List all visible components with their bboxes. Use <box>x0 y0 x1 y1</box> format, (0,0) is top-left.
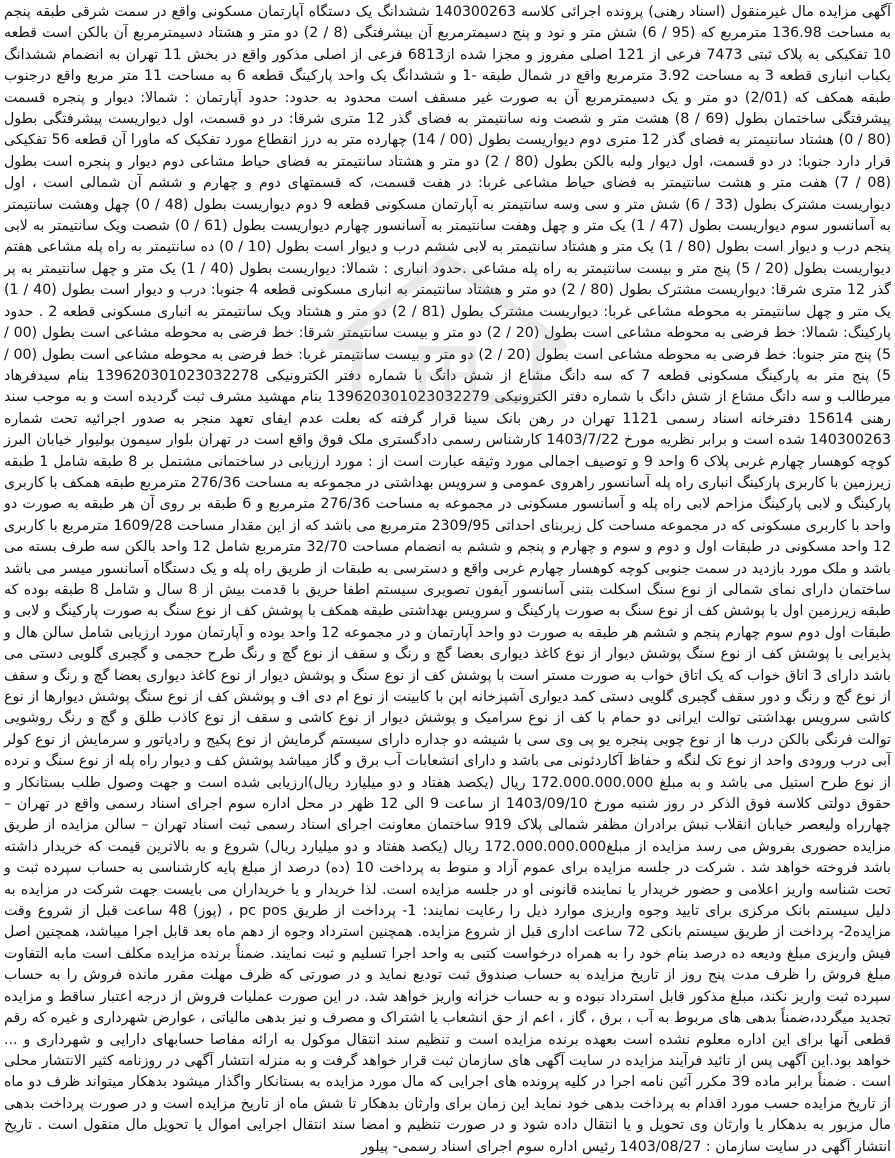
auction-notice-body: آگهی مزایده مال غیرمنقول (اسناد رهنی) پرونده اجرائی کلاسه 140300263 ششدانگ یک دستگاه آپارتمان مسکونی واقع در سمت شرقی طبقه پنجم به مساحت 136.98 مترمربع که (95 / 6) شش متر و نود و پنج دسیمترمربع آن بیشرفتگی (8 / 2) دو متر و هشتاد دسیمترمربع آن بالکن است قطعه 10 تفکیکی به پلاک ثبتی 7473 فرعی از 121 اصلی مفروز و مجزا شده از6813 فرعی از اصلی مذکور واقع در بخش 11 تهران به انضمام ششدانگ یکباب انباری قطعه 3 به مساحت 3.92 مترمربع واقع در شمال طبقه -1 و ششدانگ یک واحد پارکینگ قطعه 6 به مساحت 11 متر مربع واقع درجنوب طبقه همکف که (2/01) دو متر و یک دسیمترمربع آن به صورت غیر مسقف است محدود به حدود: حدود آپارتمان : شمالا: دیوار و پنجره قسمت پیشرفتگی ساختمان بطول (69 / 8) هشت متر و شصت ونه سانتیمتر به فضای گذر 12 متری شرقا: در دو قسمت، اول دیواریست پیشرفتگی بطول (80 / 0) هشتاد سانتیمتر به فضای گذر 12 متری دوم دیواریست بطول (00 / 14) چهارده متر به درز انقطاع مورد تفکیک که ماورا آن قطعه 56 تفکیکی قرار دارد جنوبا: در دو قسمت، اول دیوار ولبه بالکن بطول (80 / 2) دو متر و هشتاد سانتیمتر به فضای حیاط مشاعی دوم دیوار و پنجره است بطول (08 / 7) هفت متر و هشت سانتیمتر به فضای حیاط مشاعی غربا: در هفت قسمت، که قسمتهای دوم و چهارم و ششم آن شمالی است ، اول دیواریست مشترک بطول (33 / 6) شش متر و سی وسه سانتیمتر به آپارتمان مسکونی قطعه 9 دوم دیواریست بطول (48 / 0) چهل وهشت سانتیمتر به آسانسور سوم دیواریست بطول (47 / 1) یک متر و چهل وهفت سانتیمتر به آسانسور چهارم دیواریست بطول (61 / 0) شصت ویک سانتیمتر به لابی پنجم درب و دیوار است بطول (80 / 1) یک متر و هشتاد سانتیمتر به لابی ششم درب و دیوار است بطول (10 / 0) ده سانتیمتر به راه پله مشاعی هفتم دیواریست بطول (20 / 5) پنج متر و بیست سانتیمتر به راه پله مشاعی .حدود انباری : شمالا: دیواریست بطول (40 / 1) یک متر و چهل سانتیمتر به پر گذر 12 متری شرقا: دیواریست مشترک بطول (80 / 2) دو متر و هشتاد سانتیمتر به انباری مسکونی قطعه 4 جنوبا: درب و دیوار است بطول (40 / 1) یک متر و چهل سانتیمتر به محوطه مشاعی غربا: دیواریست مشترک بطول (81 / 2) دو متر و هشتاد ویک سانتیمتر به انباری مسکونی قطعه 2 . حدود پارکینگ: شمالا: خط فرضی به محوطه مشاعی است بطول (20 / 2) دو متر و بیست سانتیمتر شرقا: خط فرضی به محوطه مشاعی است بطول (00 / 5) پنج متر جنوبا: خط فرضی به محوطه مشاعی است بطول (20 / 2) دو متر و بیست سانتیمتر غربا: خط فرضی به محوطه مشاعی است بطول (00 / 5) پنج متر به پارکینگ مسکونی قطعه 7 که سه دانگ مشاع از شش دانگ با شماره دفتر الکترونیکی 139620301023032278 بنام سیدفرهاد میرطالب و سه دانگ مشاع از شش دانگ با شماره دفتر الکترونیکی 139620301023032279 بنام مهشید مشرف ثبت گردیده است و به موجب سند رهنی 15614 دفترخانه اسناد رسمی 1121 تهران در رهن بانک سینا قرار گرفته که بعلت عدم ایفای تعهد منجر به صدور اجرائیه تحت شماره 140300263 شده است و برابر نظریه مورخ 1403/7/22 کارشناس رسمی دادگستری ملک فوق واقع است در تهران بلوار سیمون بولیوار خیابان البرز کوچه کوهسار چهارم غربی پلاک 6 واحد 9 و توصیف اجمالی مورد وثیقه عبارت است از : مورد ارزیابی در ساختمانی مشتمل بر 8 طبقه شامل 1 طبقه زیرزمین با کاربری پارکینگ انباری راه پله آسانسور راهروی عمومی و سرویس بهداشتی در مجموعه به مساحت 276/36 مترمربع طبقه همکف با کاربری پارکینگ و لابی پارکینگ مزاحم لابی راه پله و آسانسور مسکونی در مجموعه به مساحت 276/36 مترمربع و 6 طبقه بر روی آن هر طبقه به صورت دو واحد با کاربری مسکونی که در مجموعه مساحت کل زیربنای احداثی 2309/95 مترمربع می باشد که از این مقدار مساحت 1609/28 مترمربع با کاربری 12 واحد مسکونی در طبقات اول و دوم و سوم و چهارم و پنجم و ششم به انضمام مساحت 32/70 مترمربع شامل 12 واحد بالکن سه طرف بسته می باشد و ملک مورد بازدید در سمت جنوبی کوچه کوهسار چهارم غربی واقع و دسترسی به طبقات از طریق راه پله و یک دستگاه آسانسور میسر می باشد ساختمان دارای نمای شمالی از نوع سنگ اسکلت بتنی آسانسور آیفون تصویری سیستم اطفا حریق با قدمت بیش از 8 سال و شامل 8 طبقه بوده که طبقه زیرزمین اول با پوشش کف از نوع سنگ به صورت پارکینگ و سرویس بهداشتی طبقه همکف با پوشش کف از نوع سنگ به صورت پارکینگ و لابی و طبقات اول دوم سوم چهارم پنجم و ششم هر طبقه به صورت دو واحد آپارتمان و در مجموعه 12 واحد بوده و آپارتمان مورد ارزیابی شامل سالن هال و پذیرایی با پوشش کف از نوع سنگ پوشش دیوار از نوع کاغذ دیواری بعضا گچ و رنگ و سقف از نوع گچ و رنگ طرح حجمی و گچبری گلویی دستی می باشد دارای 3 اتاق خواب که یک اتاق خواب به صورت مستر است با پوشش کف از نوع سنگ و پوشش دیوار از نوع کاغذ دیواری بعضا گچ و رنگ و سقف از نوع گچ و رنگ و دور سقف گچبری گلویی دستی کمد دیواری آشپزخانه اپن با کابینت از نوع ام دی اف و پوشش کف از نوع سنگ پوشش دیوارها از نوع کاشی سرویس بهداشتی توالت ایرانی دو حمام با کف از نوع سرامیک و پوشش دیوار از نوع کاشی و سقف از نوع کاذب طلق و گچ و رنگ روشویی توالت فرنگی بالکن درب ها از نوع چوبی پنجره یو پی وی سی با شیشه دو جداره دارای سیستم گرمایش از نوع پکیج و رادیاتور و سرمایش از نوع کولر آبی درب ورودی واحد از نوع تک لنگه و حفاظ آکاردئونی می باشد و دارای انشعابات آب برق و گاز میباشد پوشش کف و دیوار راه پله از نوع سنگ و نرده از نوع طرح استیل می باشد و به مبلغ 172.000.000.000 ریال (یکصد هفتاد و دو میلیارد ریال)ارزیابی شده است و جهت وصول طلب بستانکار و حقوق دولتی کلاسه فوق الذکر در روز شنبه مورخ 1403/09/10 از ساعت 9 الی 12 ظهر در محل اداره سوم اجرای اسناد رسمی واقع در تهران – چهارراه ولیعصر خیابان انقلاب نبش برادران مظفر شمالی پلاک 919 ساختمان معاونت اجرای اسناد رسمی ثبت اسناد تهران – سالن مزایده از طریق مزایده حضوری بفروش می رسد مزایده از مبلغ172.000.000.000 ریال (یکصد هفتاد و دو میلیارد ریال) شروع و به بالاترین قیمت که خریدار داشته باشد فروخته خواهد شد . شرکت در جلسه مزایده برای عموم آزاد و منوط به پرداخت 10 (ده) درصد از مبلغ پایه کارشناسی به حساب سپرده ثبت و تحت شناسه واریز اعلامی و حضور خریدار یا نماینده قانونی او در جلسه مزایده است. لذا خریدار و یا خریداران می بایست جهت شرکت در مزایده به دلیل سیستم بانک مرکزی برای تایید وجوه واریزی موارد ذیل را رعایت نمایند: 1- پرداخت از طریق pc pos ، (پوز) 48 ساعت قبل از شروع وقت مزایده2- پرداخت از طریق سیستم بانکی 72 ساعت اداری قبل از شروع مزایده. همچنین استرداد وجوه از دهم ماه بعد قابل اجرا میباشد، همچنین اصل فیش واریزی مبلغ ودیعه ده درصد بنام خود را به همراه درخواست کتبی به واحد اجرا تسلیم و ثبت نمایند. ضمناً برنده مزایده مکلف است مابه التفاوت مبلغ فروش را ظرف مدت پنج روز از تاریخ مزایده به حساب صندوق ثبت تودیع نماید و در صورتی که ظرف مهلت مقرر مانده فروش را به حساب سپرده ثبت واریز نکند، مبلغ مذکور قابل استرداد نبوده و به حساب خزانه واریز خواهد شد. در این صورت عملیات فروش از درجه اعتبار ساقط و مزایده تجدید میگردد،ضمناً بدهی های مربوط به آب ، برق ، گاز ، اعم از حق انشعاب یا اشتراک و مصرف و نیز بدهی مالیاتی ، عوارض شهرداری و غیره که رقم قطعی آنها برای این اداره معلوم نشده است بعهده برنده مزایده است و تنظیم سند انتقال موکول به ارائه مفاصا حسابهای دارایی و شهرداری و ... خواهد بود.این آگهی پس از تائید فرآیند مزایده در سایت آگهی های سازمان ثبت قرار خواهد گرفت و به منزله انتشار آگهی در روزنامه کثیر الانتشار محلی است . ضمناً برابر ماده 39 مکرر آئین نامه اجرا در کلیه پرونده های اجرایی که مال مورد مزایده به بستانکار واگذار میشود بدهکار میتواند ظرف دو ماه از تاریخ مزایده حسب مورد اقدام به پرداخت بدهی خود نماید این زمان برای وارثان بدهکار تا شش ماه از تاریخ مزایده است و در صورت پرداخت بدهی مال مزبور به بدهکار یا وارثان وی تحویل و یا انتقال داده شود و در صورت تنظیم و امضا سند انتقال اجرایی اموال یا تحویل مال منقول است . تاریخ انتشار آگهی در سایت سازمان : 1403/08/27 رئیس اداره سوم اجرای اسناد رسمی- پیلور <box>4 4 892 1155</box>
